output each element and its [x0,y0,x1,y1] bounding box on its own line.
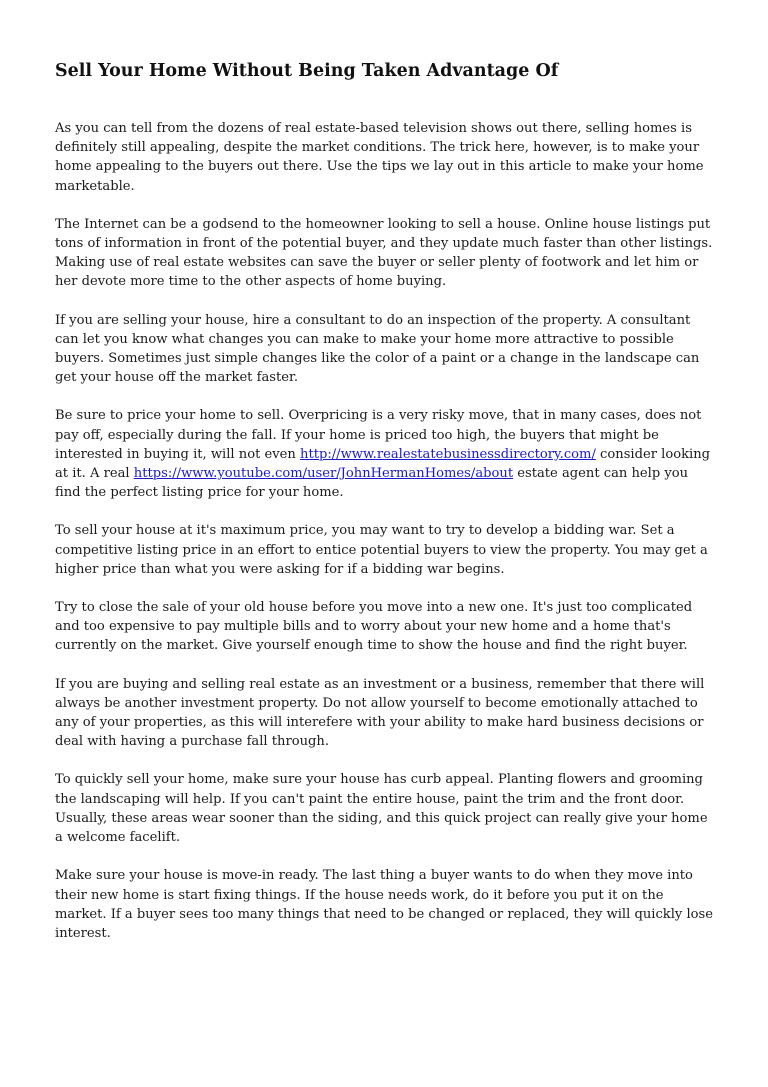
pricing-text-2: consider looking at it. A real [55,446,711,482]
paragraph-move-in-ready: Make sure your house is move-in ready. The last thing a buyer wants to do when they move into their new home is start fixing things. If the house needs work, do it before you put it on the market. If a buyer sees too many things that need to be changed or replaced, they will quickly lose interest. [55,868,714,941]
paragraph-consultant: If you are selling your house, hire a consultant to do an inspection of the property. A consultant can let you know what changes you can make to make your home more attractive to possible buyers. Sometimes just simple changes like the color of a paint or a change in the landscape can get your house off the market faster. [55,312,700,386]
pricing-text-3: estate agent can help you find the perfect listing price for your home. [55,466,689,501]
article-title: Sell Your Home Without Being Taken Advantage Of [55,61,559,81]
paragraph-close-sale: Try to close the sale of your old house before you move into a new one. It's just too complicated and too expensive to pay multiple bills and to worry about your new home and a home that's currently on the market. Give yourself enough time to show the house and find the right buyer. [55,600,693,654]
link-youtube[interactable]: https://www.youtube.com/user/JohnHermanHomes/about [133,466,514,482]
paragraph-bidding-war: To sell your house at it's maximum price, you may want to try to develop a bidding war. Set a competitive listing price in an effort to entice potential buyers to view the property. You may get a higher price than what you were asking for if a bidding war begins. [55,523,708,577]
document-page [55,58,715,962]
paragraph-pricing [55,406,715,502]
paragraph-intro: As you can tell from the dozens of real estate-based television shows out there, selling homes is definitely still appealing, despite the market conditions. The trick here, however, is to make your home appealing to the buyers out there. Use the tips we lay out in this article to make your home marketable. [55,121,704,194]
paragraph-investment: If you are buying and selling real estate as an investment or a business, remember that there will always be another investment property. Do not allow yourself to become emotionally attached to any of your properties, as this will interefere with your ability to make hard business decisions or deal with having a purchase fall through. [55,676,705,750]
paragraph-internet: The Internet can be a godsend to the homeowner looking to sell a house. Online house listings put tons of information in front of the potential buyer, and they update much faster than other listings. Making use of real estate websites can save the buyer or seller plenty of footwork and let him or her devote more time to the other aspects of home buying. [55,216,713,290]
pricing-text-1: Be sure to price your home to sell. Overpricing is a very risky move, that in many cases, does not pay off, especially during the fall. If your home is priced too high, the buyers that might be interested in buying it, will not even [55,408,702,462]
link-directory[interactable]: http://www.realestatebusinessdirectory.com/ [300,446,596,462]
paragraph-curb-appeal: To quickly sell your home, make sure your house has curb appeal. Planting flowers and grooming the landscaping will help. If you can't paint the entire house, paint the trim and the front door. Usually, these areas wear sooner than the siding, and this quick project can really give your home a welcome facelift. [55,772,708,846]
